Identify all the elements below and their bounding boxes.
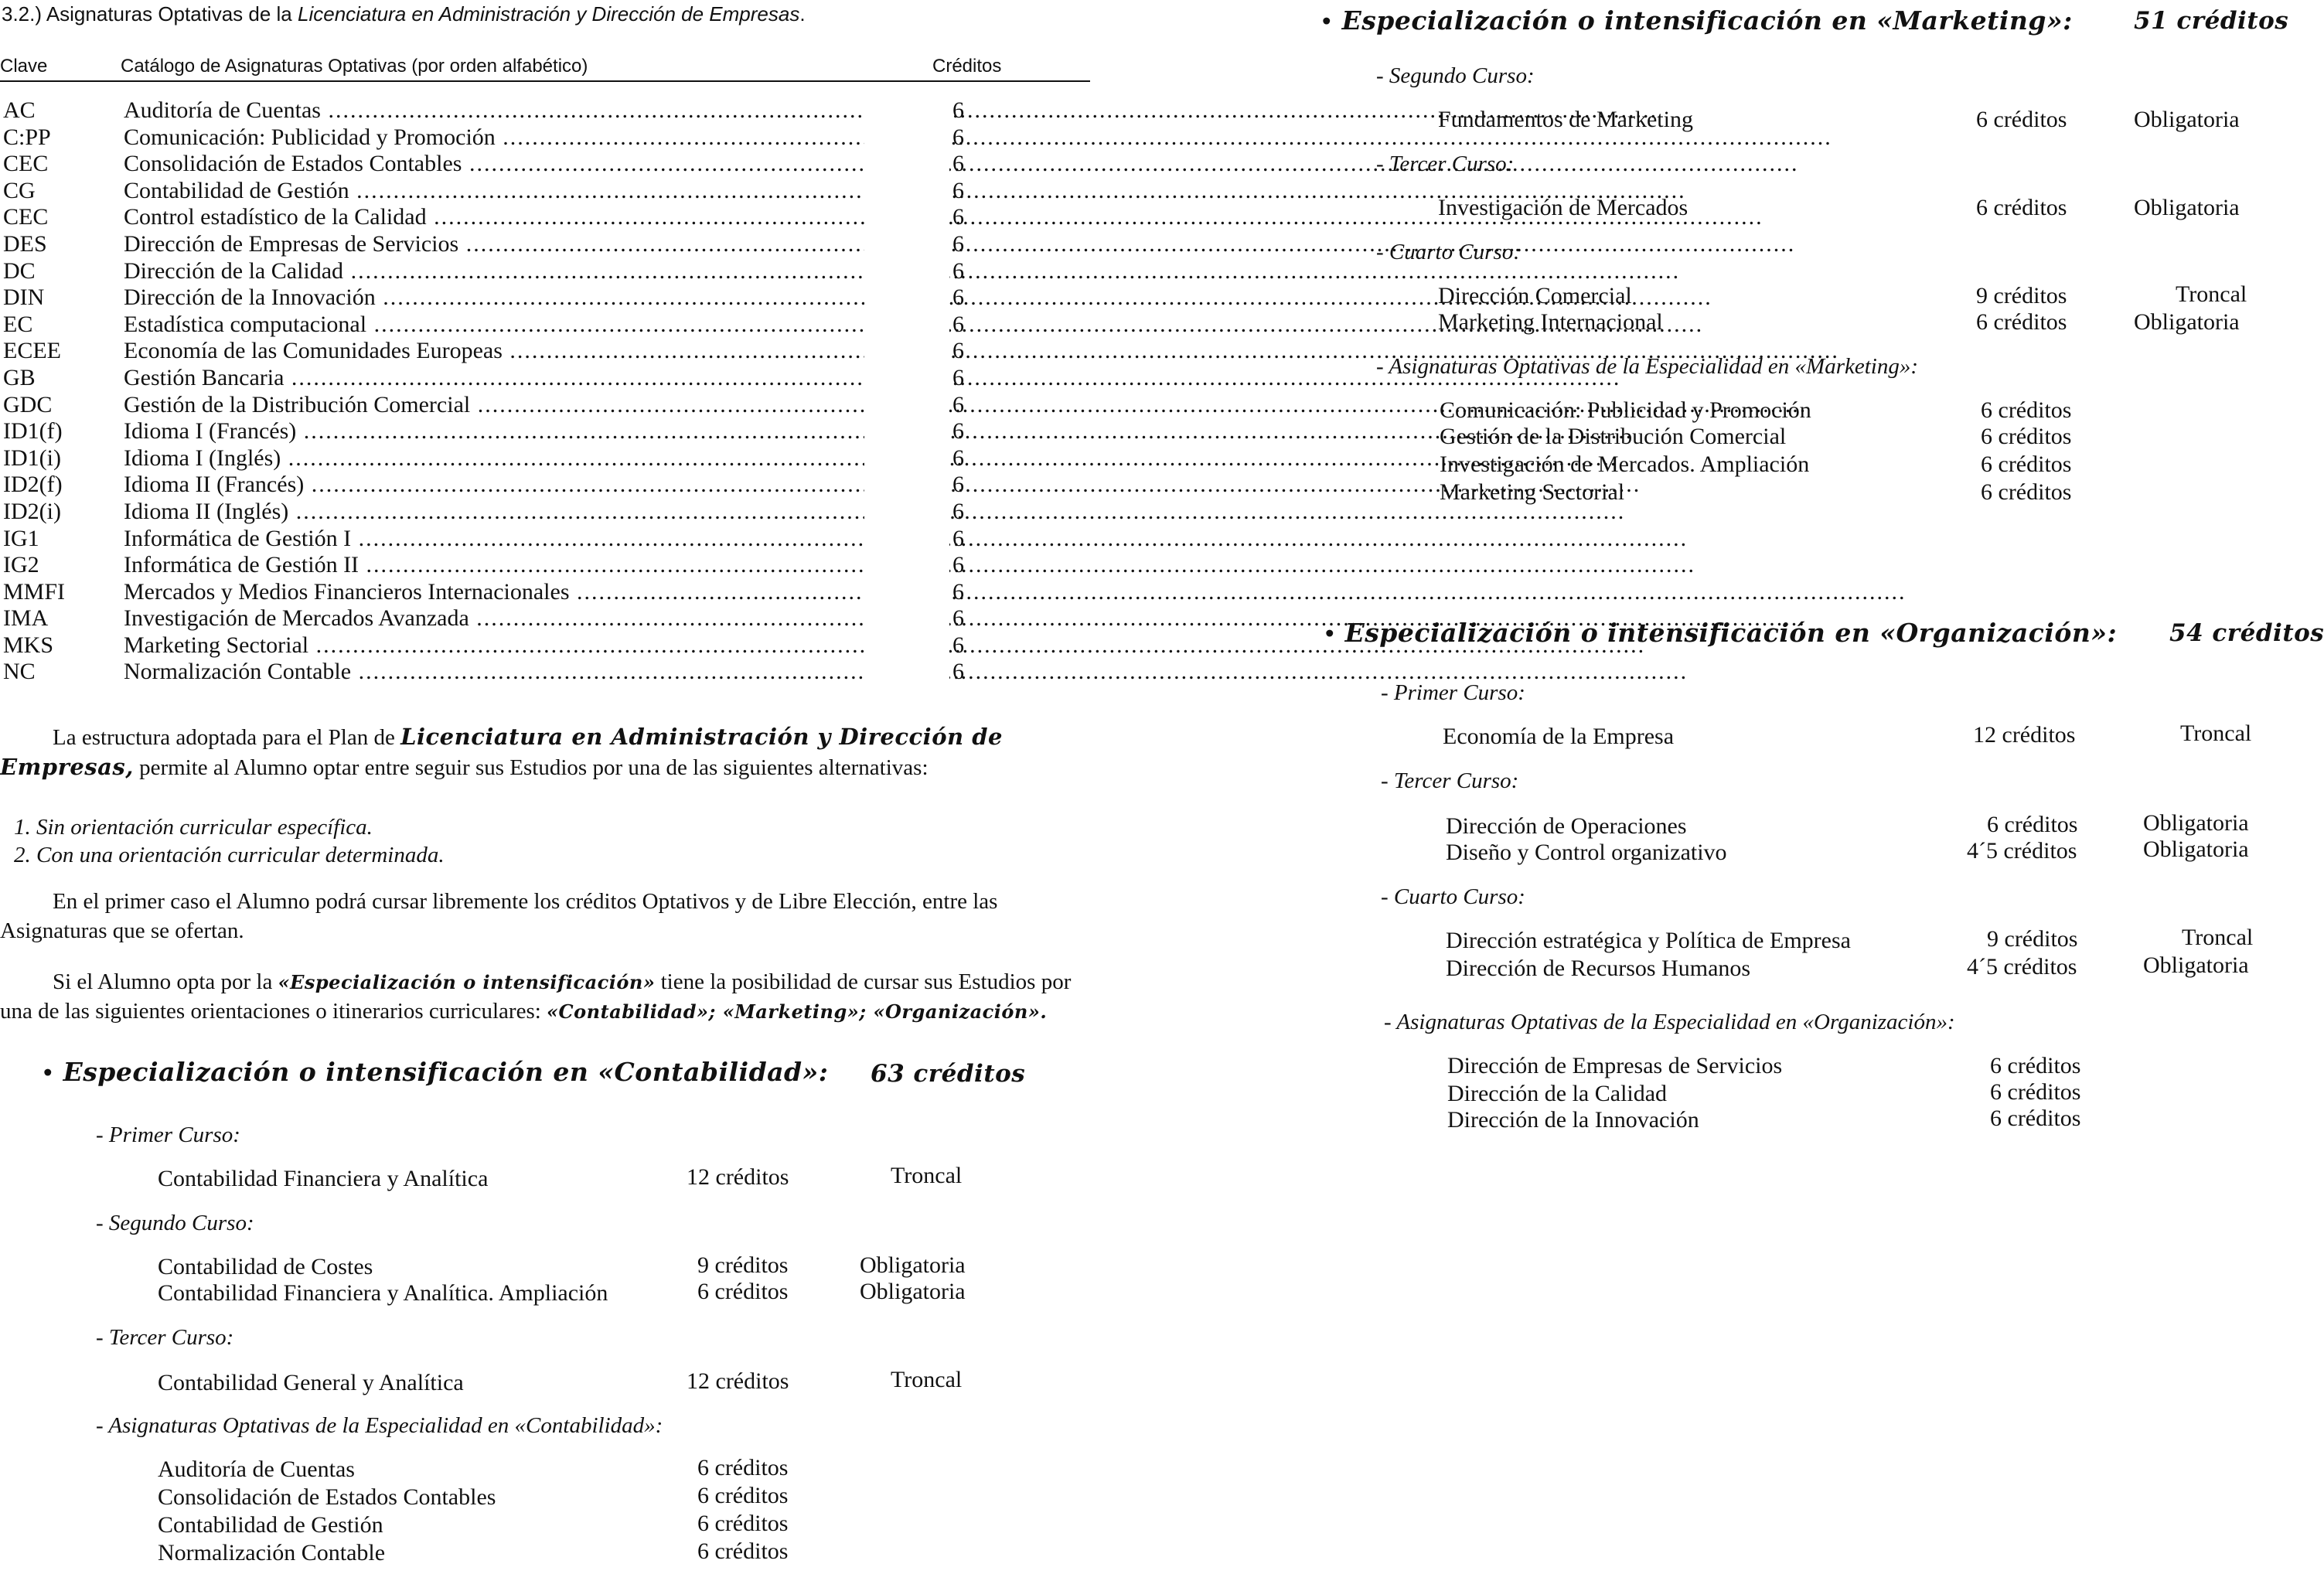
subject-type: Obligatoria bbox=[2134, 195, 2240, 220]
optional-subject-name: Marketing Sectorial bbox=[1440, 479, 1625, 505]
subject-name: Marketing Internacional bbox=[1438, 309, 1663, 335]
subject-name: Idioma II (Inglés) ..... bbox=[124, 499, 866, 526]
subject-credits: 6 créditos bbox=[1976, 107, 2067, 132]
spec-marketing-credits: 51 créditos bbox=[2134, 7, 2289, 35]
optional-subject-credits: 6 créditos bbox=[1990, 1079, 2081, 1105]
optional-subject-name: Normalización Contable bbox=[158, 1540, 386, 1565]
catalog-row bbox=[0, 204, 1090, 231]
subject-name: Comunicación: Publicidad y Promoción ..... bbox=[124, 124, 866, 152]
optional-subject-name: Contabilidad de Gestión bbox=[158, 1512, 383, 1538]
subject-name: Idioma I (Francés) ..... bbox=[124, 418, 866, 445]
spec-contabilidad-credits: 63 créditos bbox=[871, 1060, 1026, 1088]
catalog-row bbox=[0, 445, 1090, 472]
subject-credits: 6 bbox=[952, 204, 964, 230]
subject-name: Contabilidad de Gestión ..... bbox=[124, 178, 866, 205]
catalog-row bbox=[0, 418, 1090, 445]
subject-name: Fundamentos de Marketing bbox=[1438, 107, 1693, 132]
subject-credits: 6 bbox=[952, 97, 964, 123]
optional-subject-name: Consolidación de Estados Contables bbox=[158, 1484, 496, 1510]
subject-code: MMFI bbox=[3, 578, 66, 605]
header-credits: Créditos bbox=[932, 56, 1002, 77]
subject-name: Idioma II (Francés) ..... bbox=[124, 472, 866, 499]
subject-name: Auditoría de Cuentas ..... bbox=[124, 97, 866, 124]
subject-name: Contabilidad Financiera y Analítica bbox=[158, 1166, 489, 1191]
optional-subject-name: Dirección de la Calidad bbox=[1447, 1081, 1668, 1106]
spec-organizacion-title: • Especialización o intensificación en «Organización»: bbox=[1325, 618, 2118, 648]
catalog-row bbox=[0, 579, 1090, 606]
bullet-icon: • bbox=[1325, 620, 1334, 648]
bullet-icon: • bbox=[1322, 8, 1331, 36]
subject-credits: 6 bbox=[952, 472, 964, 498]
subject-credits: 6 bbox=[952, 257, 964, 284]
course-label: - Primer Curso: bbox=[96, 1123, 240, 1147]
subject-code: ID2(f) bbox=[3, 472, 63, 498]
subject-type: Obligatoria bbox=[860, 1252, 966, 1278]
subject-credits: 6 bbox=[952, 578, 964, 605]
subject-code: IG2 bbox=[3, 552, 39, 578]
subject-type: Obligatoria bbox=[860, 1279, 966, 1304]
catalog-row bbox=[0, 552, 1090, 579]
catalog-row bbox=[0, 499, 1090, 526]
subject-credits: 6 bbox=[952, 632, 964, 658]
optional-subject-credits: 6 créditos bbox=[1990, 1106, 2081, 1131]
subject-credits: 6 bbox=[952, 445, 964, 471]
optional-subject-credits: 6 créditos bbox=[1990, 1053, 2081, 1078]
subject-credits: 6 bbox=[952, 338, 964, 364]
subject-name: Economía de la Empresa bbox=[1443, 724, 1675, 749]
subject-code: CEC bbox=[3, 151, 49, 177]
catalog-row bbox=[0, 151, 1090, 178]
subject-credits: 6 bbox=[952, 124, 964, 150]
subject-name: Investigación de Mercados bbox=[1438, 195, 1688, 220]
course-label: - Tercer Curso: bbox=[96, 1325, 234, 1350]
subject-name: Informática de Gestión I ..... bbox=[124, 526, 866, 553]
bullet-icon: • bbox=[43, 1059, 53, 1087]
subject-name: Dirección de Recursos Humanos bbox=[1446, 956, 1751, 981]
optional-subject-name: Investigación de Mercados. Ampliación bbox=[1440, 451, 1810, 477]
catalog-row bbox=[0, 338, 1090, 365]
subject-name: Dirección de la Calidad ..... bbox=[124, 258, 866, 285]
course-label: - Cuarto Curso: bbox=[1381, 884, 1525, 909]
subject-name: Control estadístico de la Calidad ..... bbox=[124, 204, 866, 231]
subject-credits: 6 bbox=[952, 525, 964, 551]
subject-code: DES bbox=[3, 230, 47, 257]
subject-credits: 6 bbox=[952, 311, 964, 337]
optional-subject-credits: 6 créditos bbox=[697, 1511, 789, 1536]
alternative-1: 1. Sin orientación curricular específica. bbox=[14, 815, 373, 840]
optional-subject-name: Gestión de la Distribución Comercial bbox=[1440, 424, 1787, 449]
subject-name: Dirección Comercial bbox=[1438, 283, 1632, 308]
optional-subject-name: Auditoría de Cuentas bbox=[158, 1456, 355, 1482]
subject-code: GDC bbox=[3, 391, 53, 417]
subject-type: Troncal bbox=[2180, 721, 2252, 746]
subject-code: C:PP bbox=[3, 124, 51, 150]
subject-code: ECEE bbox=[3, 338, 61, 364]
intro-paragraph-3: Si el Alumno opta por la «Especialización o intensificación» tiene la posibilidad de cursar sus Estudios por una de las siguientes orientaciones o itinerarios curriculares: «Contabilidad»; «Marketing»; «Organización». bbox=[0, 969, 1072, 1024]
catalog-row bbox=[0, 526, 1090, 553]
catalog-row bbox=[0, 258, 1090, 285]
optional-subject-name: Comunicación: Publicidad y Promoción bbox=[1440, 397, 1811, 423]
subject-name: Mercados y Medios Financieros Internacionales ..... bbox=[124, 579, 866, 606]
subject-credits: 6 créditos bbox=[1976, 309, 2067, 335]
subject-type: Troncal bbox=[891, 1163, 963, 1188]
subject-code: AC bbox=[3, 97, 36, 123]
subject-code: CG bbox=[3, 177, 36, 203]
catalog-row bbox=[0, 472, 1090, 499]
subject-code: NC bbox=[3, 659, 36, 685]
subject-credits: 6 bbox=[952, 177, 964, 203]
course-label: - Asignaturas Optativas de la Especialidad en «Organización»: bbox=[1384, 1010, 1955, 1034]
course-label: - Segundo Curso: bbox=[96, 1211, 254, 1235]
spec-organizacion-credits: 54 créditos bbox=[2169, 619, 2324, 647]
subject-name: Normalización Contable ..... bbox=[124, 659, 866, 686]
subject-type: Obligatoria bbox=[2134, 309, 2240, 335]
subject-credits: 9 créditos bbox=[1987, 926, 2078, 952]
subject-credits: 6 bbox=[952, 230, 964, 257]
header-code: Clave bbox=[0, 56, 48, 77]
subject-code: EC bbox=[3, 311, 33, 337]
optional-subject-credits: 6 créditos bbox=[1981, 424, 2072, 449]
subject-type: Troncal bbox=[2182, 925, 2254, 950]
subject-type: Obligatoria bbox=[2143, 952, 2249, 978]
subject-code: ID1(i) bbox=[3, 445, 61, 471]
course-label: - Segundo Curso: bbox=[1376, 63, 1535, 88]
subject-credits: 12 créditos bbox=[1973, 722, 2076, 748]
subject-credits: 6 créditos bbox=[1987, 812, 2078, 837]
subject-code: DC bbox=[3, 257, 36, 284]
subject-credits: 12 créditos bbox=[687, 1368, 789, 1394]
subject-credits: 6 bbox=[952, 391, 964, 417]
header-name: Catálogo de Asignaturas Optativas (por orden alfabético) bbox=[121, 56, 588, 77]
optional-subject-credits: 6 créditos bbox=[697, 1538, 789, 1564]
catalog-table bbox=[0, 97, 1090, 686]
alternatives-list bbox=[14, 813, 445, 870]
subject-name: Contabilidad General y Analítica bbox=[158, 1370, 464, 1395]
subject-name: Informática de Gestión II ..... bbox=[124, 552, 866, 579]
subject-type: Obligatoria bbox=[2143, 810, 2249, 836]
optional-subject-credits: 6 créditos bbox=[1981, 451, 2072, 477]
subject-credits: 6 bbox=[952, 418, 964, 445]
catalog-header bbox=[0, 54, 1090, 82]
subject-credits: 6 bbox=[952, 151, 964, 177]
catalog-row bbox=[0, 124, 1090, 152]
subject-name: Dirección de Empresas de Servicios ..... bbox=[124, 231, 866, 258]
catalog-row bbox=[0, 392, 1090, 419]
spec-contabilidad-title: • Especialización o intensificación en «Contabilidad»: bbox=[43, 1057, 829, 1087]
spec-script: «Especialización o intensificación» bbox=[278, 971, 656, 993]
subject-credits: 9 créditos bbox=[1976, 283, 2067, 308]
subject-name: Diseño y Control organizativo bbox=[1446, 840, 1727, 865]
subject-credits: 6 créditos bbox=[1976, 195, 2067, 220]
subject-name: Marketing Sectorial ..... bbox=[124, 632, 866, 659]
course-label: - Tercer Curso: bbox=[1376, 152, 1515, 176]
optional-subject-credits: 6 créditos bbox=[697, 1483, 789, 1508]
subject-type: Obligatoria bbox=[2143, 836, 2249, 862]
catalog-row bbox=[0, 97, 1090, 124]
subject-code: IMA bbox=[3, 605, 49, 632]
subject-name: Dirección de la Innovación ..... bbox=[124, 284, 866, 312]
subject-name: Contabilidad de Costes bbox=[158, 1254, 373, 1279]
catalog-row bbox=[0, 605, 1090, 632]
subject-credits: 4´5 créditos bbox=[1967, 954, 2077, 979]
catalog-row bbox=[0, 632, 1090, 659]
subject-credits: 9 créditos bbox=[697, 1252, 789, 1278]
catalog-row bbox=[0, 659, 1090, 686]
intro-paragraph-2: En el primer caso el Alumno podrá cursar libremente los créditos Optativos y de Libre Elección, entre las Asignaturas que se ofertan. bbox=[0, 889, 998, 943]
course-label: - Primer Curso: bbox=[1381, 680, 1525, 705]
subject-name: Dirección estratégica y Política de Empresa bbox=[1446, 928, 1851, 953]
subject-type: Obligatoria bbox=[2134, 107, 2240, 132]
catalog-row bbox=[0, 178, 1090, 205]
subject-credits: 6 bbox=[952, 605, 964, 632]
course-label: - Asignaturas Optativas de la Especialidad en «Marketing»: bbox=[1376, 354, 1919, 379]
optional-subject-name: Dirección de la Innovación bbox=[1447, 1107, 1699, 1133]
degree-script: Licenciatura en Administración y Dirección de Empresas, bbox=[0, 724, 1003, 780]
heading-degree: Licenciatura en Administración y Dirección de Empresas bbox=[298, 2, 800, 26]
subject-code: MKS bbox=[3, 632, 54, 658]
spec-marketing-title: • Especialización o intensificación en «Marketing»: bbox=[1322, 5, 2073, 36]
catalog-row bbox=[0, 284, 1090, 312]
subject-type: Troncal bbox=[2176, 281, 2247, 307]
catalog-row bbox=[0, 312, 1090, 339]
subject-credits: 6 bbox=[952, 552, 964, 578]
intro-paragraph-1: La estructura adoptada para el Plan de Licenciatura en Administración y Dirección de Empresas, permite al Alumno optar entre seguir sus Estudios por una de las siguientes alternativas: bbox=[0, 724, 1003, 780]
subject-code: DIN bbox=[3, 284, 45, 311]
subject-code: ID2(i) bbox=[3, 498, 61, 524]
subject-name: Consolidación de Estados Contables ..... bbox=[124, 151, 866, 178]
optional-subject-credits: 6 créditos bbox=[697, 1455, 789, 1480]
subject-credits: 6 bbox=[952, 498, 964, 524]
subject-name: Gestión Bancaria ..... bbox=[124, 365, 866, 392]
subject-name: Idioma I (Inglés) ..... bbox=[124, 445, 866, 472]
subject-credits: 6 bbox=[952, 364, 964, 390]
optional-subject-credits: 6 créditos bbox=[1981, 397, 2072, 423]
subject-name: Contabilidad Financiera y Analítica. Ampliación bbox=[158, 1280, 608, 1306]
subject-name: Dirección de Operaciones bbox=[1446, 813, 1687, 839]
course-label: - Cuarto Curso: bbox=[1376, 240, 1521, 264]
catalog-row bbox=[0, 365, 1090, 392]
itineraries-script: «Contabilidad»; «Marketing»; «Organización». bbox=[547, 1000, 1048, 1023]
subject-name: Estadística computacional ..... bbox=[124, 312, 866, 339]
subject-name: Gestión de la Distribución Comercial ..... bbox=[124, 392, 866, 419]
subject-credits: 6 bbox=[952, 659, 964, 685]
optional-subject-credits: 6 créditos bbox=[1981, 479, 2072, 505]
subject-credits: 12 créditos bbox=[687, 1164, 789, 1190]
subject-name: Investigación de Mercados Avanzada ..... bbox=[124, 605, 866, 632]
subject-name: Economía de las Comunidades Europeas ..... bbox=[124, 338, 866, 365]
alternative-2: 2. Con una orientación curricular determinada. bbox=[14, 843, 445, 868]
subject-code: ID1(f) bbox=[3, 418, 63, 445]
section-heading: 3.2.) Asignaturas Optativas de la Licenciatura en Administración y Dirección de Empresas. bbox=[2, 2, 806, 26]
subject-code: CEC bbox=[3, 204, 49, 230]
subject-code: GB bbox=[3, 364, 36, 390]
subject-credits: 4´5 créditos bbox=[1967, 838, 2077, 864]
optional-subject-name: Dirección de Empresas de Servicios bbox=[1447, 1053, 1783, 1078]
subject-code: IG1 bbox=[3, 525, 39, 551]
subject-credits: 6 créditos bbox=[697, 1279, 789, 1304]
subject-credits: 6 bbox=[952, 284, 964, 311]
subject-type: Troncal bbox=[891, 1367, 963, 1392]
course-label: - Asignaturas Optativas de la Especialidad en «Contabilidad»: bbox=[96, 1413, 663, 1438]
catalog-row bbox=[0, 231, 1090, 258]
course-label: - Tercer Curso: bbox=[1381, 768, 1519, 793]
